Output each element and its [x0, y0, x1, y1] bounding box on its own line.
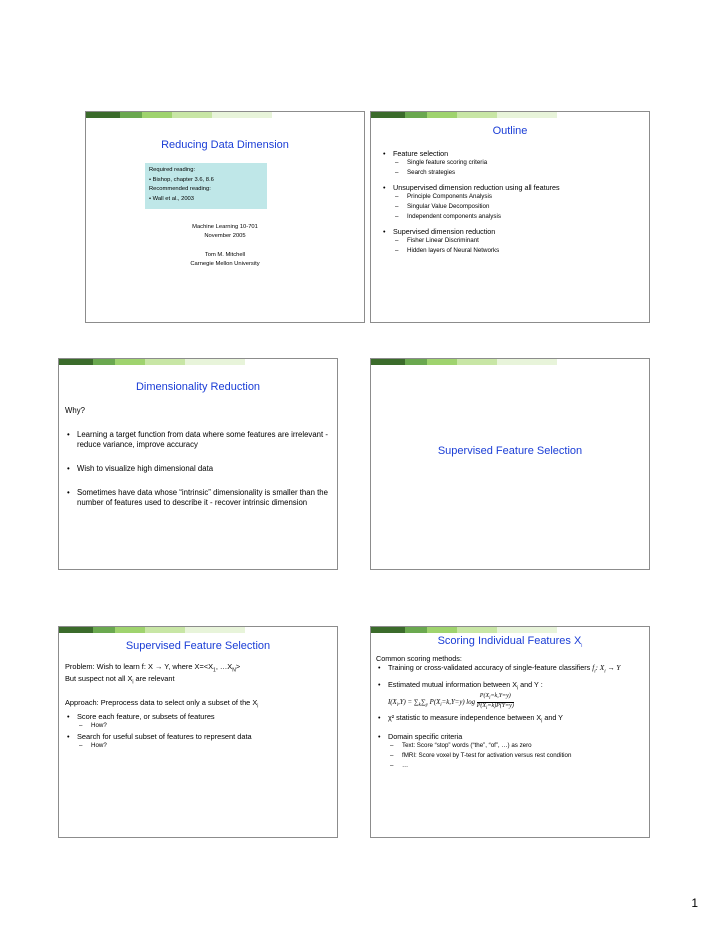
required-label: Required reading: [149, 167, 196, 173]
sub-bullet: – Singular Value Decomposition [393, 203, 641, 211]
bullet [381, 227, 641, 255]
bullet: • Learning a target function from data where some features are irrelevant - reduce variance, improve accuracy [65, 430, 329, 450]
course-name: Machine Learning 10-701 [192, 224, 258, 230]
stripe-segment [142, 112, 172, 118]
stripe-segment [557, 359, 649, 365]
stripe-segment [86, 112, 120, 118]
stripe-segment [371, 112, 405, 118]
stripe-segment [145, 627, 185, 633]
sub-bullet: – Single feature scoring criteria [393, 159, 641, 167]
slide-scoring-individual-features [370, 626, 650, 838]
stripe-segment [115, 627, 145, 633]
classifier-formula: $f_i$: $X_i \to Y$ [592, 664, 621, 675]
sub-bullet: – How? [77, 722, 329, 730]
bullet: • Wish to visualize high dimensional data [65, 464, 329, 474]
slide-reducing-data-dimension [85, 111, 365, 323]
why-label: Why? [65, 406, 85, 415]
slide-body [381, 149, 641, 261]
bullet-text: Supervised dimension reduction [393, 227, 496, 237]
stripe-segment [185, 627, 245, 633]
stripe-segment [427, 359, 457, 365]
stripe-segment [405, 359, 427, 365]
stripe-segment [115, 359, 145, 365]
stripe-segment [59, 627, 93, 633]
sub-bullet: – Hidden layers of Neural Networks [393, 247, 641, 255]
slide-stripe [59, 627, 337, 633]
slide-outline [370, 111, 650, 323]
bullet [381, 149, 641, 177]
slide-title: Scoring Individual Features $X_i$ [437, 635, 583, 650]
required-item: • Bishop, chapter 3.6, 8.6 [149, 176, 214, 183]
slide-stripe [86, 112, 364, 118]
bullet-text: Domain specific criteria [388, 732, 463, 742]
stripe-segment [427, 112, 457, 118]
slide-body [65, 662, 329, 756]
stripe-segment [427, 627, 457, 633]
stripe-segment [557, 112, 649, 118]
slide-body [65, 406, 329, 514]
stripe-segment [457, 359, 497, 365]
stripe-segment [93, 359, 115, 365]
stripe-segment [212, 112, 272, 118]
sub-bullet: – Independent components analysis [393, 213, 641, 221]
bullet: • Estimated mutual information between $X_i$ and Y : $I(X_i,Y) = \sum_k\sum_y$ $P(X_i=k,Y=y)$ log $\frac{P(X_i=k,Y=y)}{P(X_i=k)P(Y=y)}$ [376, 680, 641, 711]
bullet [65, 712, 329, 730]
stripe-segment [405, 627, 427, 633]
slide-supervised-feature-selection [58, 626, 338, 838]
common-methods: Common scoring methods: [376, 654, 462, 663]
stripe-segment [457, 112, 497, 118]
author-block [86, 251, 364, 268]
slide-supervised-feature-selection-title [370, 358, 650, 570]
sub-bullet: – … [388, 762, 641, 770]
stripe-segment [405, 112, 427, 118]
slide-body [376, 654, 641, 776]
recommended-label: Recommended reading: [149, 186, 211, 193]
stripe-segment [371, 627, 405, 633]
slide-stripe [371, 112, 649, 118]
sub-bullet: – Text: Score “stop” words (“the”, “of”, …) as zero [388, 742, 641, 750]
slide-title: Reducing Data Dimension [161, 139, 289, 151]
stripe-segment [457, 627, 497, 633]
slide-dimensionality-reduction [58, 358, 338, 570]
course-block [86, 223, 364, 240]
stripe-segment [120, 112, 142, 118]
slide-title: Outline [492, 125, 528, 137]
reading-box [145, 163, 267, 209]
problem-line: Problem: Wish to learn f: X → Y, where $X=<X_1$, $\dots X_N>$ [65, 662, 241, 674]
bullet: • χ² statistic to measure independence between $X_i$ and Y [376, 713, 641, 725]
approach-line: Approach: Preprocess data to select only a subset of the $X_i$ [65, 697, 259, 710]
bullet: • Sometimes have data whose “intrinsic” dimensionality is smaller than the number of features used to describe it - recover intrinsic dimension [65, 488, 329, 508]
mutual-information-formula: $I(X_i,Y) = \sum_k\sum_y$ $P(X_i=k,Y=y)$ log $\frac{P(X_i=k,Y=y)}{P(X_i=k)P(Y=y)}$ [388, 692, 514, 711]
bullet-text: Unsupervised dimension reduction using all features [393, 183, 560, 193]
bullet [65, 732, 329, 750]
stripe-segment [59, 359, 93, 365]
stripe-segment [245, 627, 337, 633]
suspect-line: But suspect not all $X_i$ are relevant [65, 673, 175, 686]
slide-stripe [59, 359, 337, 365]
bullet-text: χ² statistic to measure independence between X [388, 713, 542, 723]
stripe-segment [497, 627, 557, 633]
stripe-segment [145, 359, 185, 365]
bullet-text: Estimated mutual information between X [388, 680, 518, 690]
slide-stripe [371, 627, 649, 633]
page-number: 1 [691, 896, 698, 910]
author-affiliation: Carnegie Mellon University [190, 260, 260, 267]
slide-title: Supervised Feature Selection [437, 445, 583, 457]
sub-bullet: – Search strategies [393, 169, 641, 177]
slide-title: Dimensionality Reduction [135, 381, 261, 393]
bullet [376, 732, 641, 770]
stripe-segment [497, 359, 557, 365]
slide-title: Supervised Feature Selection [125, 640, 271, 652]
slide-stripe [371, 359, 649, 365]
sub-bullet: – How? [77, 742, 329, 750]
stripe-segment [272, 112, 364, 118]
author-name: Tom M. Mitchell [204, 252, 246, 258]
bullet [376, 663, 641, 676]
bullet-text: Search for useful subset of features to represent data [77, 731, 252, 741]
stripe-segment [557, 627, 649, 633]
course-date: November 2005 [204, 232, 246, 239]
recommended-item: • Wall et al., 2003 [149, 195, 194, 202]
stripe-segment [371, 359, 405, 365]
sub-bullet: – Principle Components Analysis [393, 193, 641, 201]
stripe-segment [185, 359, 245, 365]
bullet-text: Score each feature, or subsets of features [77, 711, 215, 721]
stripe-segment [497, 112, 557, 118]
sub-bullet: – fMRI: Score voxel by T-test for activation versus rest condition [388, 752, 641, 760]
stripe-segment [172, 112, 212, 118]
stripe-segment [93, 627, 115, 633]
bullet [381, 183, 641, 221]
stripe-segment [245, 359, 337, 365]
bullet-text: Training or cross-validated accuracy of single-feature classifiers [388, 663, 591, 673]
bullet-text: Feature selection [393, 149, 449, 158]
sub-bullet: – Fisher Linear Discriminant [393, 237, 641, 245]
